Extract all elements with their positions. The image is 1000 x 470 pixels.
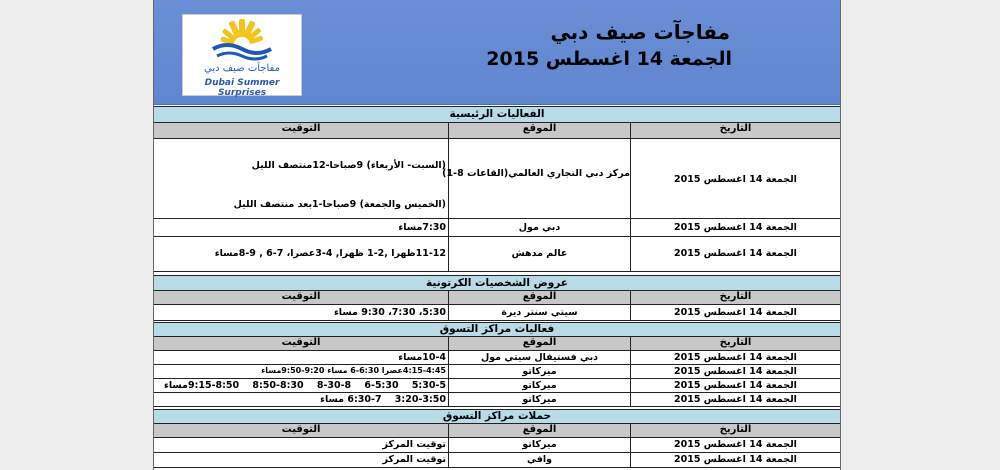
row-date: الجمعة 14 اغسطس 2015 [674,248,797,259]
col-header-location: الموقع [449,337,631,350]
section-title-main-events: الفعاليات الرئيسية [154,106,840,123]
table-row [154,453,840,468]
schedule-sheet [153,0,841,470]
row-time: توقيت المركز [154,453,449,467]
col-header-location: الموقع [449,291,631,304]
row-date: الجمعة 14 اغسطس 2015 [674,222,797,233]
table-row [154,305,840,321]
table-row [154,351,840,365]
logo-arabic-text: مفاجآت صيف دبي [204,63,280,74]
table-header [154,123,840,139]
section-title-cartoon-shows: عروض الشخصيات الكرتونية [154,275,840,291]
row-date: الجمعة 14 اغسطس 2015 [674,366,797,377]
row-time: 7:30مساء [154,219,449,236]
row-time: 10-4مساء [154,351,449,364]
table-row [154,438,840,453]
col-header-time: التوقيت [154,337,449,350]
col-header-date: التاريخ [719,424,752,435]
row-location: ميركاتو [449,379,631,392]
col-header-time: التوقيت [154,291,449,304]
col-header-date: التاريخ [719,337,752,348]
table-row [154,379,840,393]
row-date: الجمعة 14 اغسطس 2015 [674,439,797,450]
row-date: الجمعة 14 اغسطس 2015 [674,454,797,465]
row-date: الجمعة 14 اغسطس 2015 [674,380,797,391]
row-time-line2: (الخميس والجمعة) 9صباحا-1بعد منتصف الليل [233,199,446,210]
logo-english-text: Dubai Summer Surprises [204,78,280,98]
row-date: الجمعة 14 اغسطس 2015 [674,394,797,405]
section-title-mall-events: فعاليات مراكز التسوق [154,322,840,337]
row-time: 5:30-5 6-5:30 8-30-8 8:50-8:30 9:15-8:50مساء [154,379,449,392]
col-header-date: التاريخ [719,123,752,134]
col-header-date: التاريخ [719,291,752,302]
col-header-time: التوقيت [154,424,449,437]
row-location: ميركاتو [449,438,631,452]
section-title-mall-campaigns: حملات مراكز التسوق [154,409,840,424]
row-time-line1: (السبت- الأربعاء) 9صباحا-12منتصف الليل [251,160,446,171]
table-row [154,139,840,219]
row-location: مركز دبي التجاري العالمي(القاعات 8-1) [449,139,631,218]
table-row [154,365,840,379]
row-location: دبي فستيفال سيتي مول [449,351,631,364]
col-header-location: الموقع [449,424,631,437]
sun-logo-icon [183,15,301,65]
row-time: 4:15-4:45عصرا 6:30-6 مساء 9:20-9:50مساء [154,365,449,378]
table-row [154,219,840,237]
row-date: الجمعة 14 اغسطس 2015 [674,352,797,363]
table-row [154,393,840,407]
row-time: توقيت المركز [154,438,449,452]
row-time: 11-12ظهرا ,2-1 ظهرا, 4-3عصرا، 7-6 , 9-8مساء [154,237,449,271]
row-location: سيتي سنتر ديرة [449,305,631,320]
col-header-time: التوقيت [154,123,449,138]
col-header-location: الموقع [449,123,631,138]
table-row [154,237,840,272]
header-banner [154,0,840,105]
table-header [154,291,840,305]
dss-logo [182,14,302,96]
row-time: 5:30، 7:30، 9:30 مساء [154,305,449,320]
row-location: دبي مول [449,219,631,236]
row-location: عالم مدهش [449,237,631,271]
page-date: الجمعة 14 اغسطس 2015 [486,48,732,70]
row-location: وافي [449,453,631,467]
row-date: الجمعة 14 اغسطس 2015 [674,174,797,185]
row-time [154,139,449,218]
row-location: ميركاتو [449,393,631,406]
row-location: ميركاتو [449,365,631,378]
table-header [154,337,840,351]
table-header [154,424,840,438]
row-date: الجمعة 14 اغسطس 2015 [674,307,797,318]
page-title: مفاجآت صيف دبي [550,20,730,44]
row-time: 3:20-3:50 6:30-7 مساء [154,393,449,406]
